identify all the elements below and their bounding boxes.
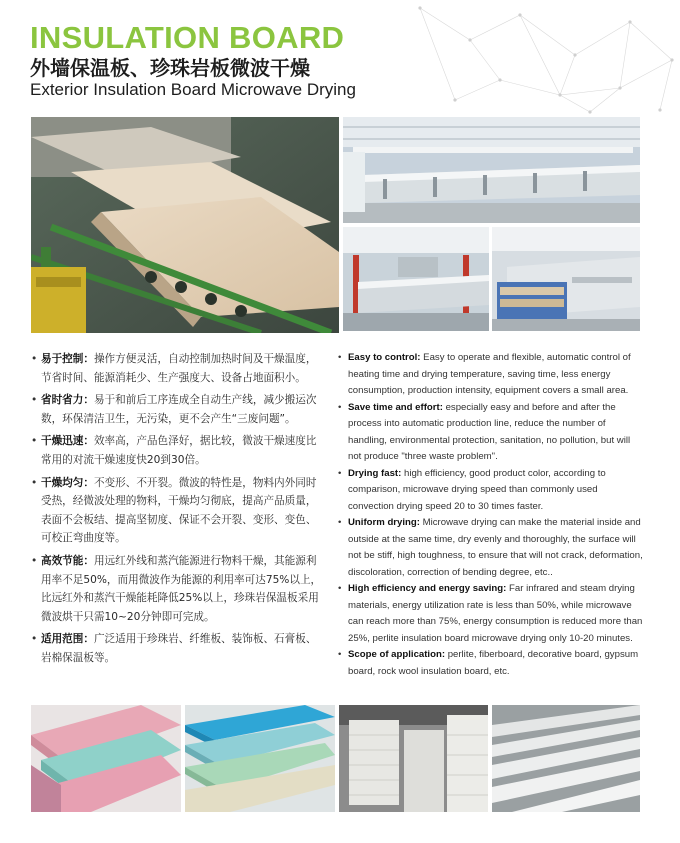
feature-key: Scope of application: [348, 649, 446, 660]
bullet-icon: • [338, 649, 342, 660]
feature-item-cn [31, 474, 327, 548]
photo-production-line [343, 117, 640, 223]
feature-item-en [338, 515, 644, 581]
feature-text: 易于和前后工序连成全自动生产线，减少搬运次数，环保清洁卫生，无污染，更不会产生“三废问题”。 [41, 394, 317, 425]
feature-item-en [338, 400, 644, 466]
feature-item-en [338, 350, 644, 400]
feature-item-en [338, 647, 644, 680]
feature-key: 干燥迅速： [41, 435, 94, 448]
bullet-icon: • [338, 401, 342, 413]
photo-conveyor-boards [31, 117, 339, 333]
feature-text: 广泛适用于珍珠岩、纤维板、装饰板、石膏板、岩棉保温板等。 [41, 633, 317, 664]
feature-item-cn [31, 630, 327, 667]
feature-item-cn [31, 350, 327, 387]
feature-text: high efficiency, good product color, according to comparison, microwave drying speed than commonly used convection drying speed 20 to 30 times faster. [348, 467, 606, 512]
feature-item-cn [31, 552, 327, 626]
feature-key: 易于控制： [41, 353, 94, 365]
feature-key: Uniform drying: [348, 517, 420, 528]
features-list-chinese [31, 350, 327, 672]
bullet-icon: • [31, 554, 38, 567]
feature-key: Easy to control: [348, 352, 421, 363]
photo-blue-boards [185, 705, 335, 812]
photo-board-rows [492, 705, 640, 812]
feature-item-en [338, 581, 644, 647]
feature-text: perlite, fiberboard, decorative board, gypsum board, rock wool insulation board, etc. [348, 649, 639, 677]
bullet-icon: • [31, 633, 38, 646]
feature-text: Far infrared and steam drying materials, energy utilization rate is less than 50%, while microwave can reach more than 75%, energy consumption is reduced more than 25%, perlite insulation board microwave drying only 10-20 minutes. [348, 583, 643, 644]
feature-key: 适用范围： [41, 633, 94, 646]
page-title-chinese: 外墙保温板、珍珠岩板微波干燥 [30, 56, 310, 80]
features-list-english [338, 350, 644, 680]
feature-key: 干燥均匀： [41, 476, 94, 489]
bullet-icon: • [31, 353, 38, 365]
feature-text: Easy to operate and flexible, automatic control of heating time and drying temperature, saving time, less energy consumption, production intensity, equipment covers a small area. [348, 352, 631, 396]
bullet-icon: • [338, 517, 342, 528]
feature-key: 省时省力： [41, 394, 94, 407]
bullet-icon: • [338, 352, 342, 363]
feature-text: 用远红外线和蒸汽能源进行物料干燥，其能源利用率不足50%，而用微波作为能源的利用率可达75%以上，比远红外和蒸汽干燥能耗降低25%以上，珍珠岩保温板采用微波烘干只需10~20分钟即可完成。 [41, 554, 322, 623]
feature-key: Drying fast: [348, 467, 402, 479]
feature-item-cn [31, 391, 327, 428]
photo-microwave-dryer [492, 227, 640, 331]
feature-key: Save time and effort: [348, 401, 443, 413]
bullet-icon: • [338, 467, 342, 479]
feature-key: High efficiency and energy saving: [348, 583, 507, 594]
feature-text: Microwave drying can make the material inside and outside at the same time, dry evenly and thoroughly, the surface will not be stiff, high toughness, to ensure that will not crack, deformation, discoloration, correction of bending degree, etc.. [348, 517, 643, 578]
photo-factory-interior [343, 227, 489, 331]
page-subtitle: Exterior Insulation Board Microwave Drying [30, 80, 356, 99]
bullet-icon: • [31, 435, 38, 448]
bullet-icon: • [31, 476, 38, 489]
photo-colored-boards [31, 705, 181, 812]
photo-board-stacks [339, 705, 488, 812]
feature-text: 效率高，产品色泽好，据比较，微波干燥速度比常用的对流干燥速度快20到30倍。 [41, 435, 317, 466]
feature-text: 操作方便灵活，自动控制加热时间及干燥温度，节省时间、能源消耗少、生产强度大、设备占地面积小。 [41, 353, 317, 384]
feature-item-en [338, 466, 644, 516]
feature-item-cn [31, 432, 327, 469]
bullet-icon: • [338, 583, 342, 594]
feature-text: especially easy and before and after the process into automatic production line, reduce the number of handling, environmental protection, sanitation, no pollution, but will not produce "three waste problem". [348, 401, 631, 462]
bullet-icon: • [31, 394, 38, 407]
feature-text: 不变形、不开裂。微波的特性是，物料内外同时受热，经微波处理的物料，干燥均匀彻底，提高产品质量，表面不会板结、提高坚韧度、保证不会开裂、变形、变色、可校正弯曲度等。 [41, 476, 317, 545]
page-title: INSULATION BOARD [30, 20, 345, 55]
feature-key: 高效节能： [41, 554, 94, 567]
